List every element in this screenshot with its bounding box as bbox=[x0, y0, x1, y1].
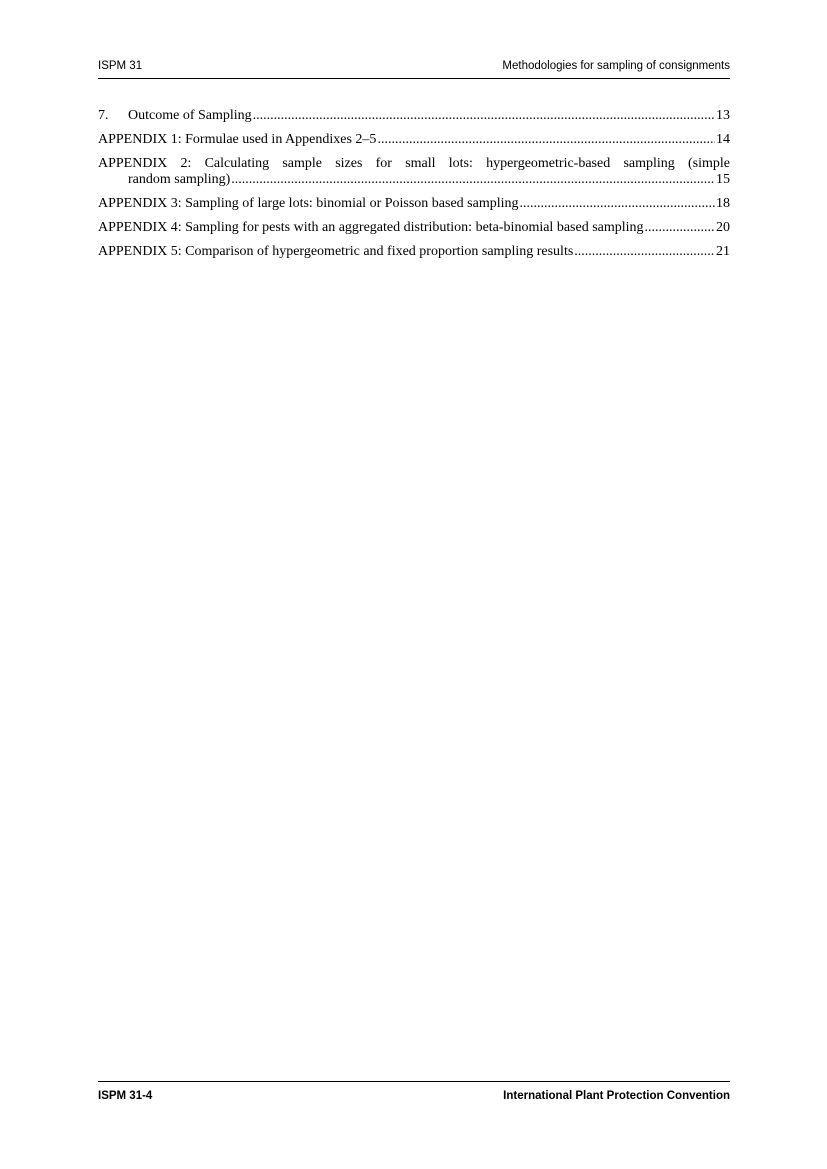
toc-dot-leader bbox=[520, 196, 715, 212]
toc-dot-leader bbox=[377, 132, 715, 148]
footer-page-number: ISPM 31-4 bbox=[98, 1090, 153, 1102]
toc-entry-page: 20 bbox=[716, 220, 730, 235]
toc-entry-title: APPENDIX 2: Calculating sample sizes for small lots: hypergeometric-based sampling (simple bbox=[98, 156, 730, 171]
toc-entry-page: 18 bbox=[716, 196, 730, 211]
toc-dot-leader bbox=[645, 220, 715, 236]
toc-entry-appendix-2[interactable] bbox=[98, 156, 730, 188]
toc-entry-appendix-3[interactable] bbox=[98, 196, 730, 212]
header-standard-id: ISPM 31 bbox=[98, 60, 143, 72]
toc-entry-title-continued: random sampling) bbox=[128, 172, 231, 187]
table-of-contents bbox=[98, 108, 730, 268]
toc-entry-title: APPENDIX 4: Sampling for pests with an aggregated distribution: beta-binomial based sampling bbox=[98, 220, 644, 235]
toc-entry-page: 13 bbox=[716, 108, 730, 123]
toc-entry-section-7[interactable] bbox=[98, 108, 730, 124]
toc-entry-title: APPENDIX 3: Sampling of large lots: binomial or Poisson based sampling bbox=[98, 196, 519, 211]
toc-dot-leader bbox=[231, 172, 715, 188]
header-document-title: Methodologies for sampling of consignments bbox=[502, 60, 730, 72]
toc-entry-appendix-1[interactable] bbox=[98, 132, 730, 148]
toc-dot-leader bbox=[574, 244, 715, 260]
toc-entry-page: 14 bbox=[716, 132, 730, 147]
toc-entry-title: APPENDIX 5: Comparison of hypergeometric and fixed proportion sampling results bbox=[98, 244, 574, 259]
page-footer bbox=[98, 1081, 730, 1106]
footer-organization: International Plant Protection Convention bbox=[503, 1090, 730, 1102]
toc-entry-page: 15 bbox=[716, 172, 730, 187]
toc-entry-appendix-5[interactable] bbox=[98, 244, 730, 260]
toc-entry-title: Outcome of Sampling bbox=[128, 108, 252, 123]
toc-entry-number: 7. bbox=[98, 108, 109, 123]
page-header bbox=[98, 56, 730, 79]
toc-entry-page: 21 bbox=[716, 244, 730, 259]
toc-dot-leader bbox=[253, 108, 715, 124]
toc-entry-appendix-4[interactable] bbox=[98, 220, 730, 236]
toc-entry-title: APPENDIX 1: Formulae used in Appendixes 2–5 bbox=[98, 132, 377, 147]
